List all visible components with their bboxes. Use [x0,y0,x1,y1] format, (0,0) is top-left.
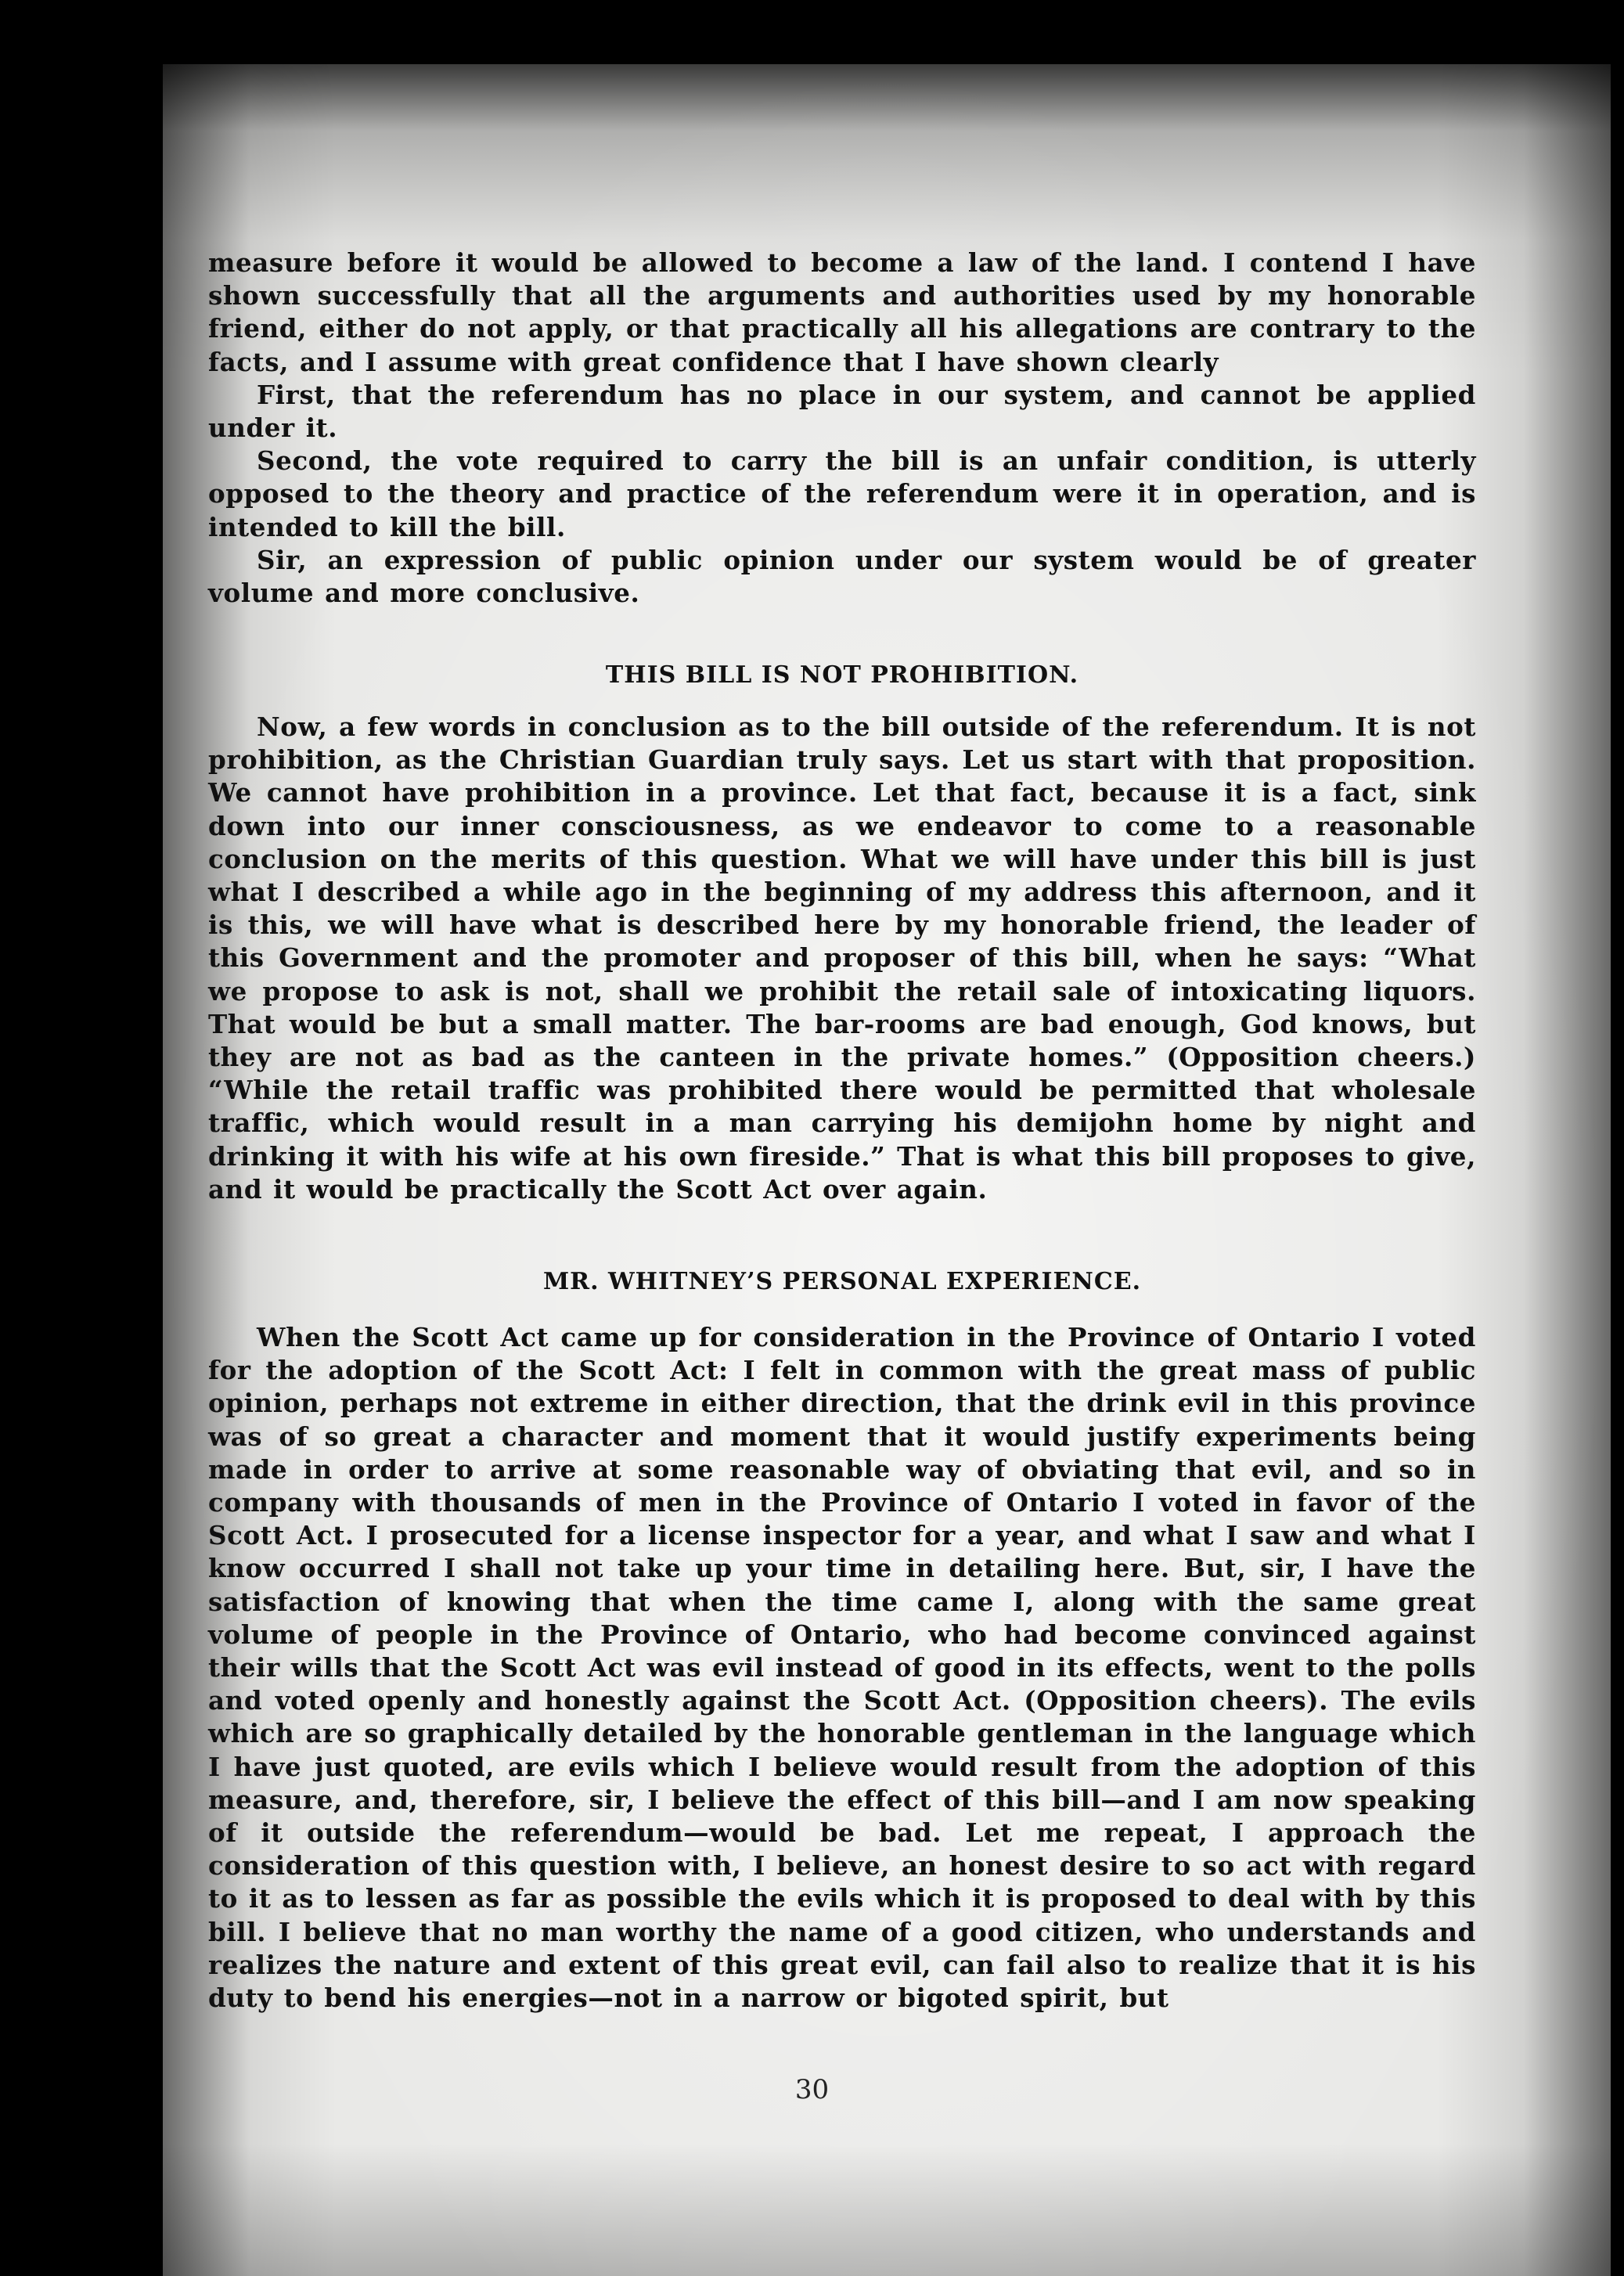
opening-text [208,247,1476,610]
section1-paragraph-1: Now, a few words in conclusion as to the bill outside of the referendum. It is not prohibition, as the Christian Guardian truly says. Let us start with that proposition. We cannot have prohibition in a province. Let that fact, because it is a fact, sink down into our inner consciousness, as we endeavor to come to a reasonable conclusion on the merits of this question. What we will have under this bill is just what I described a while ago in the beginning of my address this afternoon, and it is this, we will have what is described here by my honorable friend, the leader of this Government and the promoter and proposer of this bill, when he says: “What we propose to ask is not, shall we prohibit the retail sale of intoxicating liquors. That would be but a small matter. The bar-rooms are bad enough, God knows, but they are not as bad as the canteen in the private homes.” (Opposition cheers.) “While the retail traffic was prohibited there would be permitted that wholesale traffic, which would result in a man carrying his demijohn home by night and drinking it with his wife at his own fireside.” That is what this bill proposes to give, and it would be practically the Scott Act over again. [208,711,1476,1205]
section2-paragraph-1: When the Scott Act came up for consideration in the Province of Ontario I voted for the adoption of the Scott Act: I felt in common with the great mass of public opinion, perhaps not extreme in either direction, that the drink evil in this province was of so great a character and moment that it would justify experiments being made in order to arrive at some reasonable way of obviating that evil, and so in company with thousands of men in the Province of Ontario I voted in favor of the Scott Act. I prosecuted for a license inspector for a year, and what I saw and what I know occurred I shall not take up your time in detailing here. But, sir, I have the satisfaction of knowing that when the time came I, along with the same great volume of people in the Province of Ontario, who had become convinced against their wills that the Scott Act was evil instead of good in its effects, went to the polls and voted openly and honestly against the Scott Act. (Opposition cheers). The evils which are so graphically detailed by the honorable gentleman in the language which I have just quoted, are evils which I believe would result from the adoption of this measure, and, therefore, sir, I believe the effect of this bill—and I am now speaking of it outside the referendum—would be bad. Let me repeat, I approach the consideration of this question with, I believe, an honest desire to so act with regard to it as to lessen as far as possible the evils which it is proposed to deal with by this bill. I believe that no man worthy the name of a good citizen, who understands and realizes the nature and extent of this great evil, can fail also to realize that it is his duty to bend his energies—not in a narrow or bigoted spirit, but [208,1322,1476,2014]
opening-paragraph-2: First, that the referendum has no place in our system, and cannot be applied under it. [208,379,1476,444]
section1-text [208,711,1476,1206]
section-heading-personal-experience: MR. WHITNEY’S PERSONAL EXPERIENCE. [542,1268,1142,1295]
section2-text [208,1321,1476,2015]
opening-paragraph-1: measure before it would be allowed to become a law of the land. I contend I have shown successfully that all the arguments and authorities used by my honorable friend, either do not apply, or that practically all his allegations are contrary to the facts, and I assume with great confidence that I have shown clearly [208,247,1476,377]
opening-paragraph-4: Sir, an expression of public opinion under our system would be of greater volume and more conclusive. [208,544,1476,609]
section-heading-not-prohibition: THIS BILL IS NOT PROHIBITION. [605,661,1079,689]
opening-paragraph-3: Second, the vote required to carry the bill is an unfair condition, is utterly opposed to the theory and practice of the referendum were it in operation, and is intended to kill the bill. [208,445,1476,542]
page-number: 30 [794,2074,830,2105]
